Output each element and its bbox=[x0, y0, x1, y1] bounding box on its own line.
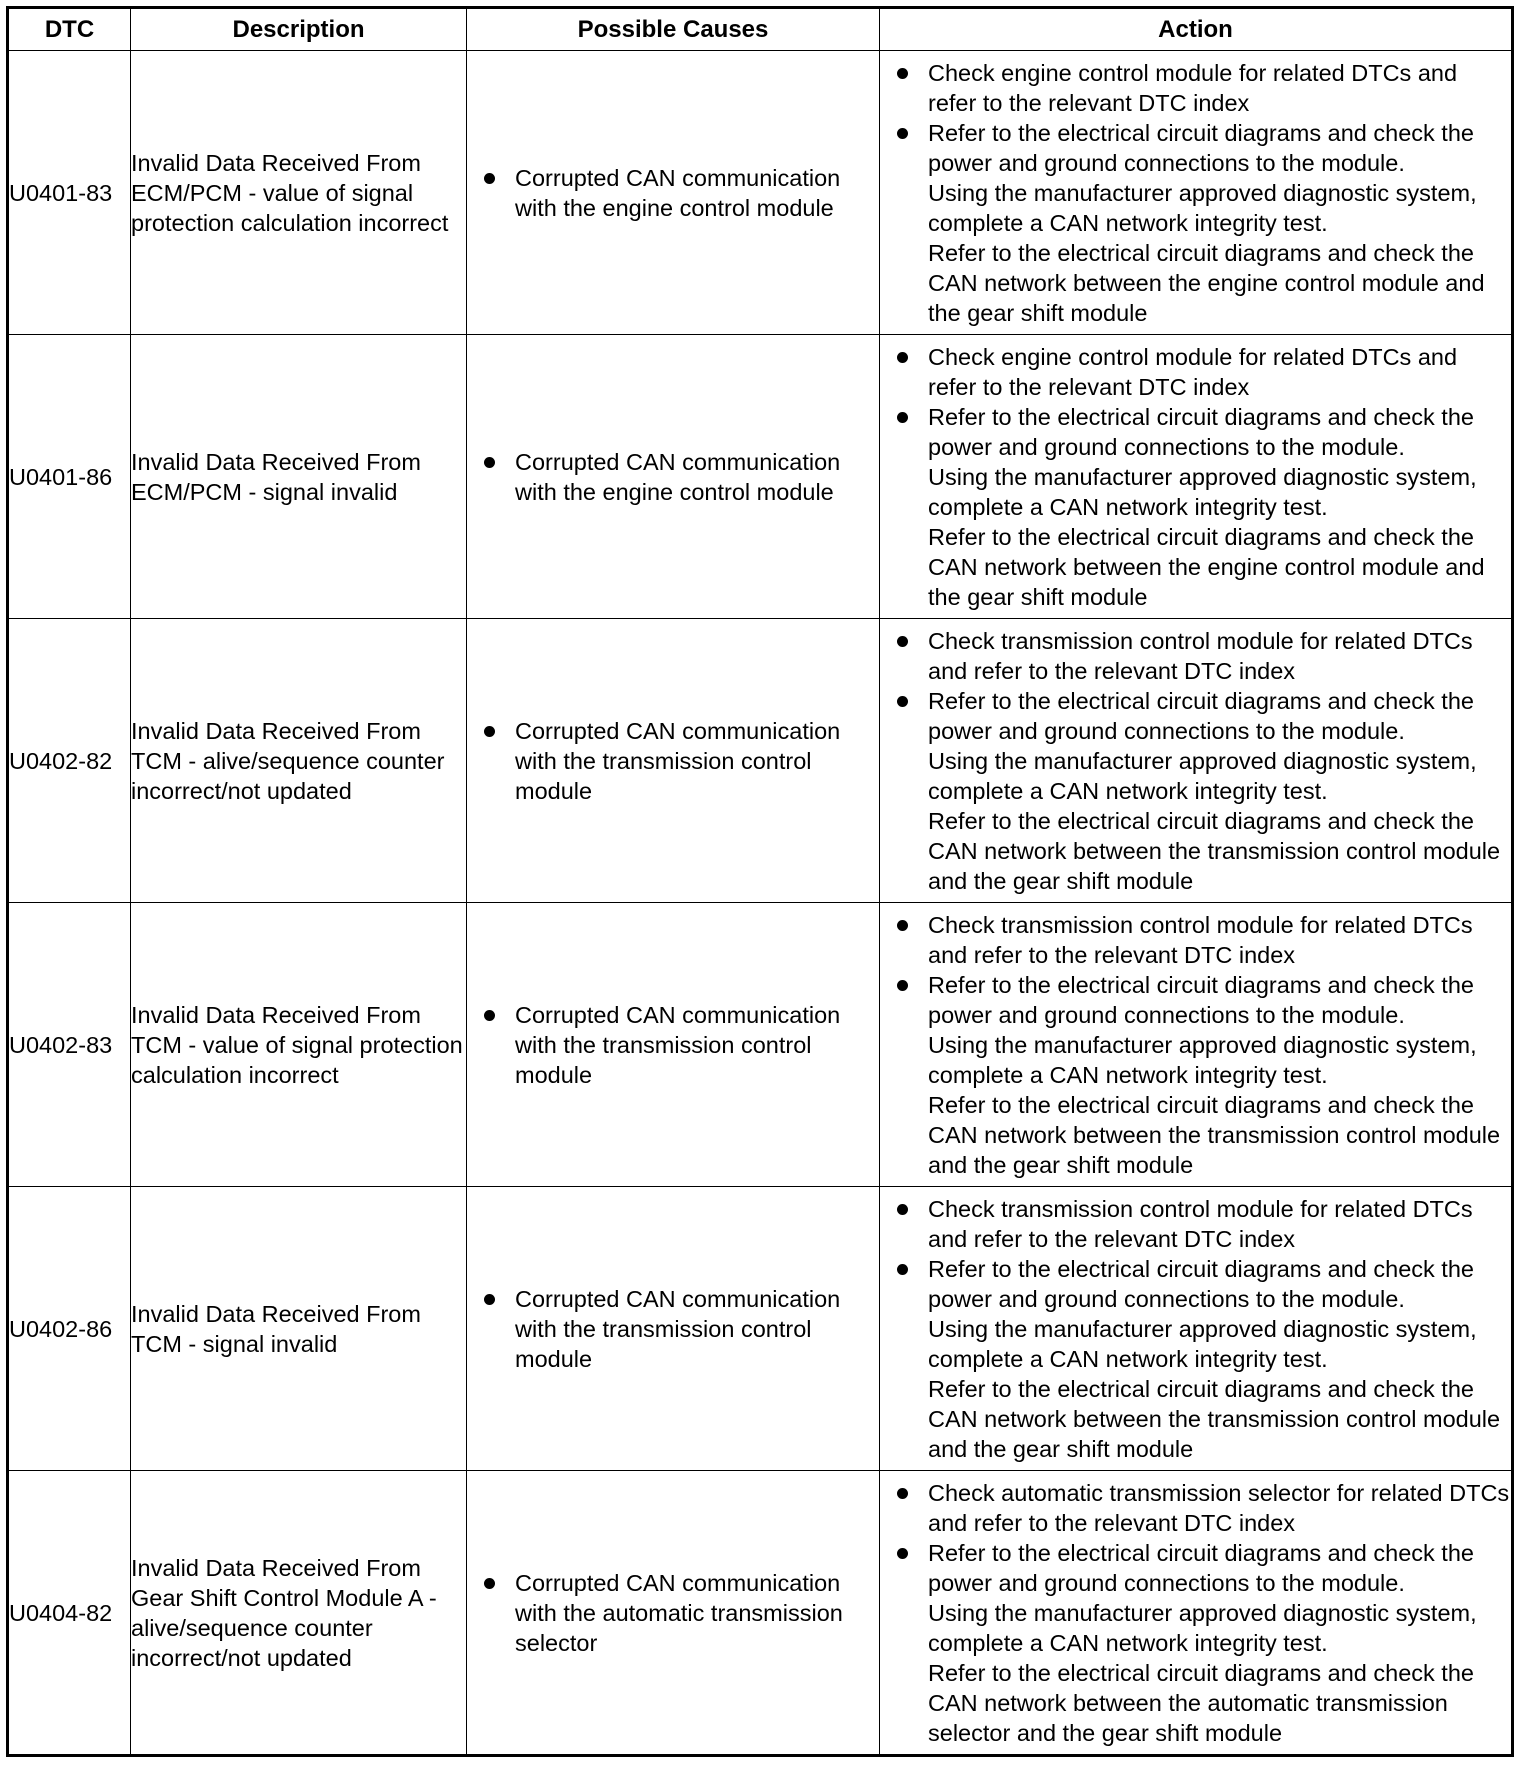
action-cell bbox=[880, 1187, 1513, 1471]
action-bullet-item bbox=[880, 1478, 1511, 1538]
dtc-document bbox=[6, 6, 1511, 1757]
cause-text: Corrupted CAN communication with the automatic transmission selector bbox=[515, 1569, 843, 1656]
bullet-icon bbox=[484, 173, 495, 184]
action-cell bbox=[880, 1471, 1513, 1756]
dtc-description: Invalid Data Received From ECM/PCM - signal invalid bbox=[131, 335, 467, 619]
bullet-icon bbox=[897, 1488, 908, 1499]
dtc-code: U0402-86 bbox=[8, 1187, 131, 1471]
dtc-table bbox=[6, 6, 1514, 1757]
bullet-icon bbox=[897, 1548, 908, 1559]
possible-causes-cell bbox=[467, 1471, 880, 1756]
action-bullet-text: Refer to the electrical circuit diagrams and check the power and ground connections to the module. bbox=[928, 687, 1474, 744]
action-bullet-item bbox=[880, 626, 1511, 686]
action-step-text: Using the manufacturer approved diagnostic system, complete a CAN network integrity test. bbox=[928, 1031, 1477, 1088]
header-action: Action bbox=[880, 8, 1513, 51]
dtc-code: U0402-82 bbox=[8, 619, 131, 903]
action-step-text: Refer to the electrical circuit diagrams and check the CAN network between the engine control module and the gear shift module bbox=[928, 523, 1485, 610]
bullet-icon bbox=[897, 696, 908, 707]
dtc-code: U0402-83 bbox=[8, 903, 131, 1187]
cause-item bbox=[467, 447, 879, 507]
dtc-description: Invalid Data Received From TCM - signal invalid bbox=[131, 1187, 467, 1471]
possible-causes-cell bbox=[467, 51, 880, 335]
action-list bbox=[880, 58, 1511, 328]
header-description: Description bbox=[131, 8, 467, 51]
action-list bbox=[880, 910, 1511, 1180]
bullet-icon bbox=[897, 352, 908, 363]
action-bullet-item bbox=[880, 58, 1511, 118]
possible-causes-cell bbox=[467, 1187, 880, 1471]
action-bullet-text: Refer to the electrical circuit diagrams and check the power and ground connections to the module. bbox=[928, 1539, 1474, 1596]
header-possible-causes: Possible Causes bbox=[467, 8, 880, 51]
possible-causes-cell bbox=[467, 619, 880, 903]
action-bullet-item bbox=[880, 402, 1511, 612]
bullet-icon bbox=[484, 457, 495, 468]
action-step-text: Using the manufacturer approved diagnostic system, complete a CAN network integrity test. bbox=[928, 463, 1477, 520]
cause-item bbox=[467, 1284, 879, 1374]
action-bullet-item bbox=[880, 118, 1511, 328]
action-bullet-text: Check transmission control module for related DTCs and refer to the relevant DTC index bbox=[928, 627, 1473, 684]
action-step-text: Using the manufacturer approved diagnostic system, complete a CAN network integrity test. bbox=[928, 1315, 1477, 1372]
action-cell bbox=[880, 619, 1513, 903]
action-bullet-text: Refer to the electrical circuit diagrams and check the power and ground connections to the module. bbox=[928, 119, 1474, 176]
action-bullet-text: Refer to the electrical circuit diagrams and check the power and ground connections to the module. bbox=[928, 1255, 1474, 1312]
bullet-icon bbox=[897, 980, 908, 991]
dtc-description: Invalid Data Received From TCM - alive/sequence counter incorrect/not updated bbox=[131, 619, 467, 903]
action-step-text: Refer to the electrical circuit diagrams and check the CAN network between the engine control module and the gear shift module bbox=[928, 239, 1485, 326]
cause-text: Corrupted CAN communication with the engine control module bbox=[515, 448, 841, 505]
possible-causes-cell bbox=[467, 903, 880, 1187]
causes-list bbox=[467, 1284, 879, 1374]
dtc-code: U0404-82 bbox=[8, 1471, 131, 1756]
cause-text: Corrupted CAN communication with the transmission control module bbox=[515, 717, 841, 804]
cause-text: Corrupted CAN communication with the transmission control module bbox=[515, 1285, 841, 1372]
bullet-icon bbox=[484, 1578, 495, 1589]
action-cell bbox=[880, 903, 1513, 1187]
bullet-icon bbox=[484, 1010, 495, 1021]
causes-list bbox=[467, 1568, 879, 1658]
action-bullet-text: Refer to the electrical circuit diagrams and check the power and ground connections to the module. bbox=[928, 971, 1474, 1028]
bullet-icon bbox=[897, 128, 908, 139]
causes-list bbox=[467, 163, 879, 223]
table-row bbox=[8, 619, 1513, 903]
cause-item bbox=[467, 163, 879, 223]
action-step-text: Refer to the electrical circuit diagrams and check the CAN network between the transmission control module and the gear shift module bbox=[928, 1375, 1501, 1462]
dtc-description: Invalid Data Received From Gear Shift Control Module A - alive/sequence counter incorrect/not updated bbox=[131, 1471, 467, 1756]
action-step-text: Using the manufacturer approved diagnostic system, complete a CAN network integrity test. bbox=[928, 747, 1477, 804]
table-row bbox=[8, 335, 1513, 619]
action-step-text: Refer to the electrical circuit diagrams and check the CAN network between the transmission control module and the gear shift module bbox=[928, 1091, 1501, 1178]
action-list bbox=[880, 342, 1511, 612]
bullet-icon bbox=[484, 726, 495, 737]
table-row bbox=[8, 1471, 1513, 1756]
causes-list bbox=[467, 447, 879, 507]
action-bullet-item bbox=[880, 910, 1511, 970]
cause-text: Corrupted CAN communication with the engine control module bbox=[515, 164, 841, 221]
cause-item bbox=[467, 1568, 879, 1658]
cause-item bbox=[467, 716, 879, 806]
dtc-code: U0401-83 bbox=[8, 51, 131, 335]
action-list bbox=[880, 1194, 1511, 1464]
dtc-code: U0401-86 bbox=[8, 335, 131, 619]
action-bullet-text: Check automatic transmission selector for related DTCs and refer to the relevant DTC index bbox=[928, 1479, 1510, 1536]
action-step-text: Using the manufacturer approved diagnostic system, complete a CAN network integrity test. bbox=[928, 1599, 1477, 1656]
table-header-row bbox=[8, 8, 1513, 51]
action-cell bbox=[880, 335, 1513, 619]
action-bullet-text: Check transmission control module for related DTCs and refer to the relevant DTC index bbox=[928, 911, 1473, 968]
action-bullet-text: Check transmission control module for related DTCs and refer to the relevant DTC index bbox=[928, 1195, 1473, 1252]
table-row bbox=[8, 51, 1513, 335]
action-bullet-item bbox=[880, 1538, 1511, 1748]
action-bullet-item bbox=[880, 342, 1511, 402]
bullet-icon bbox=[897, 412, 908, 423]
action-list bbox=[880, 1478, 1511, 1748]
cause-item bbox=[467, 1000, 879, 1090]
action-bullet-text: Check engine control module for related DTCs and refer to the relevant DTC index bbox=[928, 59, 1458, 116]
bullet-icon bbox=[897, 68, 908, 79]
action-bullet-item bbox=[880, 686, 1511, 896]
bullet-icon bbox=[484, 1294, 495, 1305]
action-list bbox=[880, 626, 1511, 896]
action-bullet-text: Check engine control module for related DTCs and refer to the relevant DTC index bbox=[928, 343, 1458, 400]
header-dtc: DTC bbox=[8, 8, 131, 51]
causes-list bbox=[467, 716, 879, 806]
action-bullet-item bbox=[880, 970, 1511, 1180]
table-row bbox=[8, 903, 1513, 1187]
dtc-description: Invalid Data Received From TCM - value of signal protection calculation incorrect bbox=[131, 903, 467, 1187]
action-bullet-item bbox=[880, 1194, 1511, 1254]
action-step-text: Refer to the electrical circuit diagrams and check the CAN network between the automatic transmission selector and the gear shift module bbox=[928, 1659, 1474, 1746]
bullet-icon bbox=[897, 1204, 908, 1215]
bullet-icon bbox=[897, 920, 908, 931]
action-bullet-text: Refer to the electrical circuit diagrams and check the power and ground connections to the module. bbox=[928, 403, 1474, 460]
action-cell bbox=[880, 51, 1513, 335]
table-row bbox=[8, 1187, 1513, 1471]
action-step-text: Using the manufacturer approved diagnostic system, complete a CAN network integrity test. bbox=[928, 179, 1477, 236]
action-step-text: Refer to the electrical circuit diagrams and check the CAN network between the transmission control module and the gear shift module bbox=[928, 807, 1501, 894]
causes-list bbox=[467, 1000, 879, 1090]
action-bullet-item bbox=[880, 1254, 1511, 1464]
bullet-icon bbox=[897, 1264, 908, 1275]
dtc-description: Invalid Data Received From ECM/PCM - value of signal protection calculation incorrect bbox=[131, 51, 467, 335]
bullet-icon bbox=[897, 636, 908, 647]
cause-text: Corrupted CAN communication with the transmission control module bbox=[515, 1001, 841, 1088]
possible-causes-cell bbox=[467, 335, 880, 619]
